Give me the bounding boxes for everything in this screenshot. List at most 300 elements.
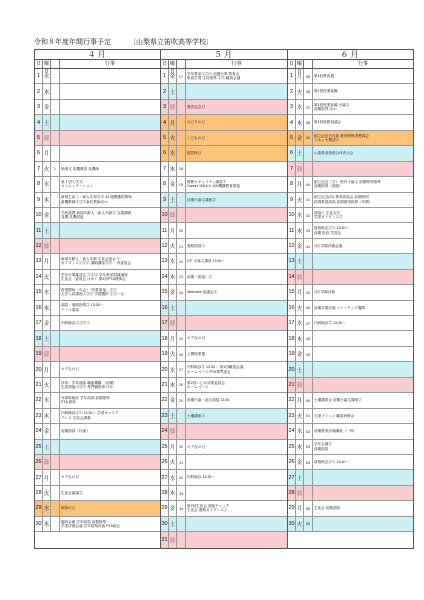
weekday: 土 [296,470,304,484]
day-number: 11 [161,223,169,237]
school-day-count [177,115,186,129]
calendar-day-row [161,208,287,223]
day-events [60,223,160,237]
school-day-count [51,470,60,484]
event-text: 公開授業週 [187,351,205,356]
weekday: 金 [169,285,177,299]
calendar-day-row [161,316,287,331]
day-number: 18 [288,331,296,345]
day-number: 23 [288,409,296,423]
day-number: 24 [288,424,296,438]
day-events [186,177,287,191]
day-number: 5 [161,131,169,145]
day-number: 27 [35,470,43,484]
school-day-count [304,270,313,284]
weekday: 土 [43,331,51,345]
event-text: こどもの日 [187,135,205,140]
event-text: 創立記念（月） 校内小論文 前期特別指導 [314,179,381,184]
weekday: 水 [169,362,177,376]
calendar-day-row [35,131,160,146]
day-number: 20 [161,362,169,376]
event-text: 第2回いじめ対策委員会 [187,380,225,385]
day-number: 14 [35,270,43,284]
calendar-day-row [35,270,160,285]
event-text: 情報セキュリティ講習③ [187,179,227,184]
event-text: 創立記念(年) 教育面談会 前期特別 [314,195,369,200]
day-number: 1 [35,69,43,83]
day-number: 4 [161,115,169,129]
event-text: 生徒会審議② [61,490,83,495]
event-text: 生徒会 進路ガイダンス① [187,508,228,513]
day-number: 6 [288,146,296,160]
weekday: 火 [296,84,304,98]
calendar-day-row [35,162,160,177]
calendar-day-row [161,84,287,99]
day-events [60,486,160,500]
weekday: 日 [169,316,177,330]
event-text: 土曜講座① [187,413,205,418]
calendar-day-row [161,501,287,516]
weekday: 火 [43,486,51,500]
weekday: 金 [169,501,177,515]
calendar-day-row [288,331,413,346]
weekday: 火 [169,347,177,361]
weekday: 木 [43,84,51,98]
day-events [60,239,160,253]
calendar-day-row [288,378,413,393]
calendar-day-row [161,254,287,269]
weekday: 土 [296,146,304,160]
weekday: 日 [43,131,51,145]
calendar-day-row [161,115,287,130]
day-number: 3 [161,100,169,114]
calendar-day-row [35,239,160,254]
school-day-count: 38 [304,115,313,129]
school-day-count [177,146,186,160]
event-text: 前期面談（代案） [61,429,90,434]
school-day-count: 1 [51,162,60,176]
weekday: 土 [169,301,177,315]
day-number: 30 [35,517,43,531]
day-number: 30 [161,517,169,531]
weekday: 火 [43,378,51,392]
month-june [288,50,413,548]
weekday: 土 [296,362,304,376]
calendar-day-row [35,331,160,346]
calendar-day-row [161,69,287,84]
day-events [313,254,413,268]
day-events [60,177,160,191]
school-day-count [51,362,60,376]
school-day-count [177,316,186,330]
day-number: 4 [35,115,43,129]
col-header-events: 行事 [104,61,115,67]
weekday: 月 [296,501,304,515]
day-events [186,146,287,160]
day-events [60,347,160,361]
calendar-day-row [161,517,287,532]
day-events [60,208,160,222]
event-text: 前期学期評価 マナーアップ週間 [314,305,365,310]
calendar-day-row [161,285,287,300]
calendar-day-row [161,162,287,177]
event-text: 前期小論・総合面接 13:30 [187,398,230,403]
day-number: 17 [288,316,296,330]
event-text: 1年 小論文講座 13:30〜 [187,259,226,264]
school-day-count: 34 [177,501,186,515]
calendar-day-row [35,517,160,532]
calendar-day-row [35,316,160,331]
calendar-day-row [35,362,160,377]
calendar-day-row [288,115,413,130]
day-number: 23 [35,409,43,423]
school-day-count: 30 [177,440,186,454]
day-number: 10 [288,208,296,222]
school-day-count: 44 [304,239,313,253]
event-text: 進路面談① [187,243,205,248]
event-text: 体育・学年面談 職能機構 （前期） [61,380,117,385]
day-number: 13 [288,254,296,268]
weekday: 日 [43,239,51,253]
day-number: 9 [161,193,169,207]
school-day-count: 47 [304,316,313,330]
event-text: 山梨県高校総合体育大会 [314,151,354,156]
calendar-day-row [288,162,413,177]
calendar-day-row [161,223,287,238]
calendar-day-row [288,347,413,362]
event-text: 学習ガイダンス② [314,215,343,220]
calendar-day-row [288,69,413,84]
day-number: 24 [35,424,43,438]
calendar-day-row [288,470,413,485]
month-heading: ４月 [35,50,160,60]
school-day-count [51,115,60,129]
col-header-weekday: 曜日 [296,61,302,75]
event-text: 憲法記念日 [187,104,205,109]
event-text: ベネッセ模試④ [314,137,340,142]
day-events [60,301,160,315]
school-day-count [177,193,186,207]
day-number: 3 [288,100,296,114]
calendar-day-row [288,270,413,285]
event-text: オリエンテーション [61,184,94,189]
day-events [60,100,160,114]
day-number: 11 [35,223,43,237]
event-text: 学年行事確認会 ③②④ 学年教室知識講座 [61,272,128,277]
day-events [186,239,287,253]
school-day-count [51,146,60,160]
event-text: 内科検診①②③④ [61,321,90,326]
weekday: 火 [169,239,177,253]
day-events [313,331,413,345]
school-day-count [51,131,60,145]
school-day-count: 18 [177,162,186,176]
school-day-count [177,532,186,547]
calendar-day-row [161,532,287,547]
day-events [313,239,413,253]
col-header-weekday: 曜日 [43,61,49,75]
weekday: 土 [296,254,304,268]
col-header-extra [177,60,186,68]
day-number: 28 [288,486,296,500]
calendar-day-row [161,331,287,346]
weekday: 月 [43,470,51,484]
calendar-day-row [288,193,413,208]
event-text: キデなの日 [187,444,205,449]
calendar-day-row [161,239,287,254]
day-events [186,424,287,438]
day-number: 28 [161,486,169,500]
day-number: 27 [161,470,169,484]
school-day-count [51,84,60,98]
day-number: 22 [161,393,169,407]
school-day-count: 40 [304,177,313,191]
day-number: 19 [161,347,169,361]
school-day-count [51,455,60,469]
day-number: 20 [288,362,296,376]
day-number: 15 [161,285,169,299]
weekday: 木 [43,409,51,423]
day-events [313,301,413,315]
column-headers [35,60,160,75]
school-day-count [177,517,186,531]
day-events [60,470,160,484]
weekday: 水 [296,424,304,438]
day-events [186,84,287,98]
calendar-day-row [35,193,160,208]
day-events [313,440,413,454]
calendar-day-row [35,69,160,84]
weekday: 月 [43,362,51,376]
calendar-day-row [288,362,413,377]
weekday: 土 [43,223,51,237]
school-day-count [51,270,60,284]
calendar-day-row [35,378,160,393]
event-text: PTA 面談 [61,400,76,405]
school-day-count [51,424,60,438]
day-number: 21 [288,378,296,392]
weekday: 火 [296,409,304,423]
calendar-day-row [161,393,287,408]
col-header-extra [304,60,313,68]
day-number: 13 [161,254,169,268]
calendar-day-row [35,393,160,408]
day-number: 9 [35,193,43,207]
day-number: 10 [35,208,43,222]
col-header-day: 日 [288,61,294,67]
event-text: テレビ 生徒会講義 [61,415,91,420]
day-number: 6 [35,146,43,160]
day-number: 25 [288,440,296,454]
school-day-count [304,486,313,500]
day-number: 25 [161,440,169,454]
day-events [313,362,413,376]
school-day-count: 43 [304,223,313,237]
day-events [186,440,287,454]
event-text: 内科検診②④ 13:30〜 学習キャリア [61,411,119,416]
calendar-day-row [288,486,413,501]
school-day-count [51,393,60,407]
calendar-day-row [288,440,413,455]
day-events [186,486,287,500]
weekday: 金 [43,316,51,330]
calendar-table [34,49,414,549]
school-day-count [51,223,60,237]
school-day-count [304,162,313,176]
day-events [313,316,413,330]
event-text: 創立記念日代休 教育関係者懇談会 [314,133,369,138]
calendar-day-row [35,455,160,470]
day-events [313,177,413,191]
event-text: キデなの日 [187,336,205,341]
day-number: 13 [35,254,43,268]
school-day-count [51,301,60,315]
weekday: 火 [43,270,51,284]
day-number: 1 [288,69,296,83]
school-day-count [304,362,313,376]
weekday: 水 [169,254,177,268]
day-number: 23 [161,409,169,423]
event-text: 振替休日 [187,151,202,156]
event-text: 前期小論文講座② [187,197,216,202]
col-header-weekday: 曜日 [169,61,175,75]
school-day-count: 17 [177,69,186,83]
weekday: 木 [43,517,51,531]
day-number: 19 [35,347,43,361]
day-events [313,69,413,83]
weekday: 日 [169,532,177,547]
day-events [186,347,287,361]
day-number: 6 [161,146,169,160]
day-number: 2 [288,84,296,98]
day-events [186,115,287,129]
day-events [313,84,413,98]
day-events [313,470,413,484]
event-text: 前期教育評価講座（一斉） [314,429,358,434]
school-day-count [51,239,60,253]
weekday: 水 [169,146,177,160]
school-day-count: 53 [304,440,313,454]
weekday: 土 [169,193,177,207]
month-april [35,50,161,548]
day-events [186,517,287,531]
day-events [313,501,413,515]
weekday: 月 [296,285,304,299]
day-events [186,301,287,315]
day-events [60,409,160,423]
event-text: 耳鼻科検診 学年面談 前期指導 [61,396,110,400]
school-day-count [51,501,60,515]
school-day-count: 52 [304,424,313,438]
calendar-day-row [161,362,287,377]
school-day-count [51,100,60,114]
weekday: 金 [296,239,304,253]
event-text: Career 100②④ 100機構教育面接 [187,184,240,189]
school-day-count: 55 [304,501,313,515]
weekday: 金 [296,347,304,361]
day-number: 7 [288,162,296,176]
calendar-day-row [161,409,287,424]
weekday: 日 [169,208,177,222]
day-events [60,193,160,207]
event-text: 内科検診② 13:30〜 第1回職員会議 [187,365,244,370]
school-day-count: 19 [177,177,186,191]
event-text: 1回 学期評価 [314,290,335,295]
day-events [313,146,413,160]
weekday: 水 [169,470,177,484]
event-text: 家庭学習 生徒指導 ②③ 職員会議 [187,76,241,81]
day-number: 9 [288,193,296,207]
school-day-count: 45 [304,285,313,299]
school-day-count [51,285,60,299]
weekday: 月 [169,115,177,129]
day-number: 18 [161,331,169,345]
day-number: 29 [161,501,169,515]
school-day-count: 25 [177,331,186,345]
month-may [161,50,288,548]
calendar-day-row [288,131,413,146]
empty-row [35,532,160,547]
calendar-day-row [35,84,160,99]
day-number: 8 [35,177,43,191]
school-day-count: 51 [304,409,313,423]
calendar-day-row [161,470,287,485]
weekday: 水 [43,393,51,407]
calendar-day-row [35,254,160,269]
day-events [313,517,413,531]
weekday: 日 [169,100,177,114]
event-text: 第2回生徒会 面接チェック [187,504,230,509]
day-events [186,362,287,376]
weekday: 木 [169,270,177,284]
school-day-count [177,409,186,423]
weekday: 土 [169,409,177,423]
day-events [60,331,160,345]
event-text: 始業式 兆機教習 兆機師 [61,166,99,171]
calendar-day-row [288,239,413,254]
event-text: 生徒会 前期面談 [314,506,341,511]
day-events [186,270,287,284]
school-day-count [177,131,186,145]
school-day-count [51,177,60,191]
school-day-count [51,440,60,454]
school-day-count: 35 [304,69,313,83]
col-header-extra [51,60,60,68]
day-events [186,316,287,330]
day-events [313,162,413,176]
calendar-day-row [161,486,287,501]
day-number: 30 [288,517,296,531]
weekday: 月 [169,223,177,237]
col-header-day: 日 [161,61,167,67]
weekday: 木 [296,223,304,237]
col-header-events: 行事 [231,61,242,67]
weekday: 月 [43,254,51,268]
weekday: 金 [43,424,51,438]
weekday: 水 [296,208,304,222]
school-day-count [51,378,60,392]
day-events [60,378,160,392]
day-events [60,146,160,160]
day-events [60,84,160,98]
day-number: 2 [161,84,169,98]
calendar-day-row [161,455,287,470]
calendar-day-row [35,486,160,501]
col-header-events: 行事 [357,61,368,67]
calendar-day-row [161,440,287,455]
weekday: 木 [296,440,304,454]
day-events [313,424,413,438]
